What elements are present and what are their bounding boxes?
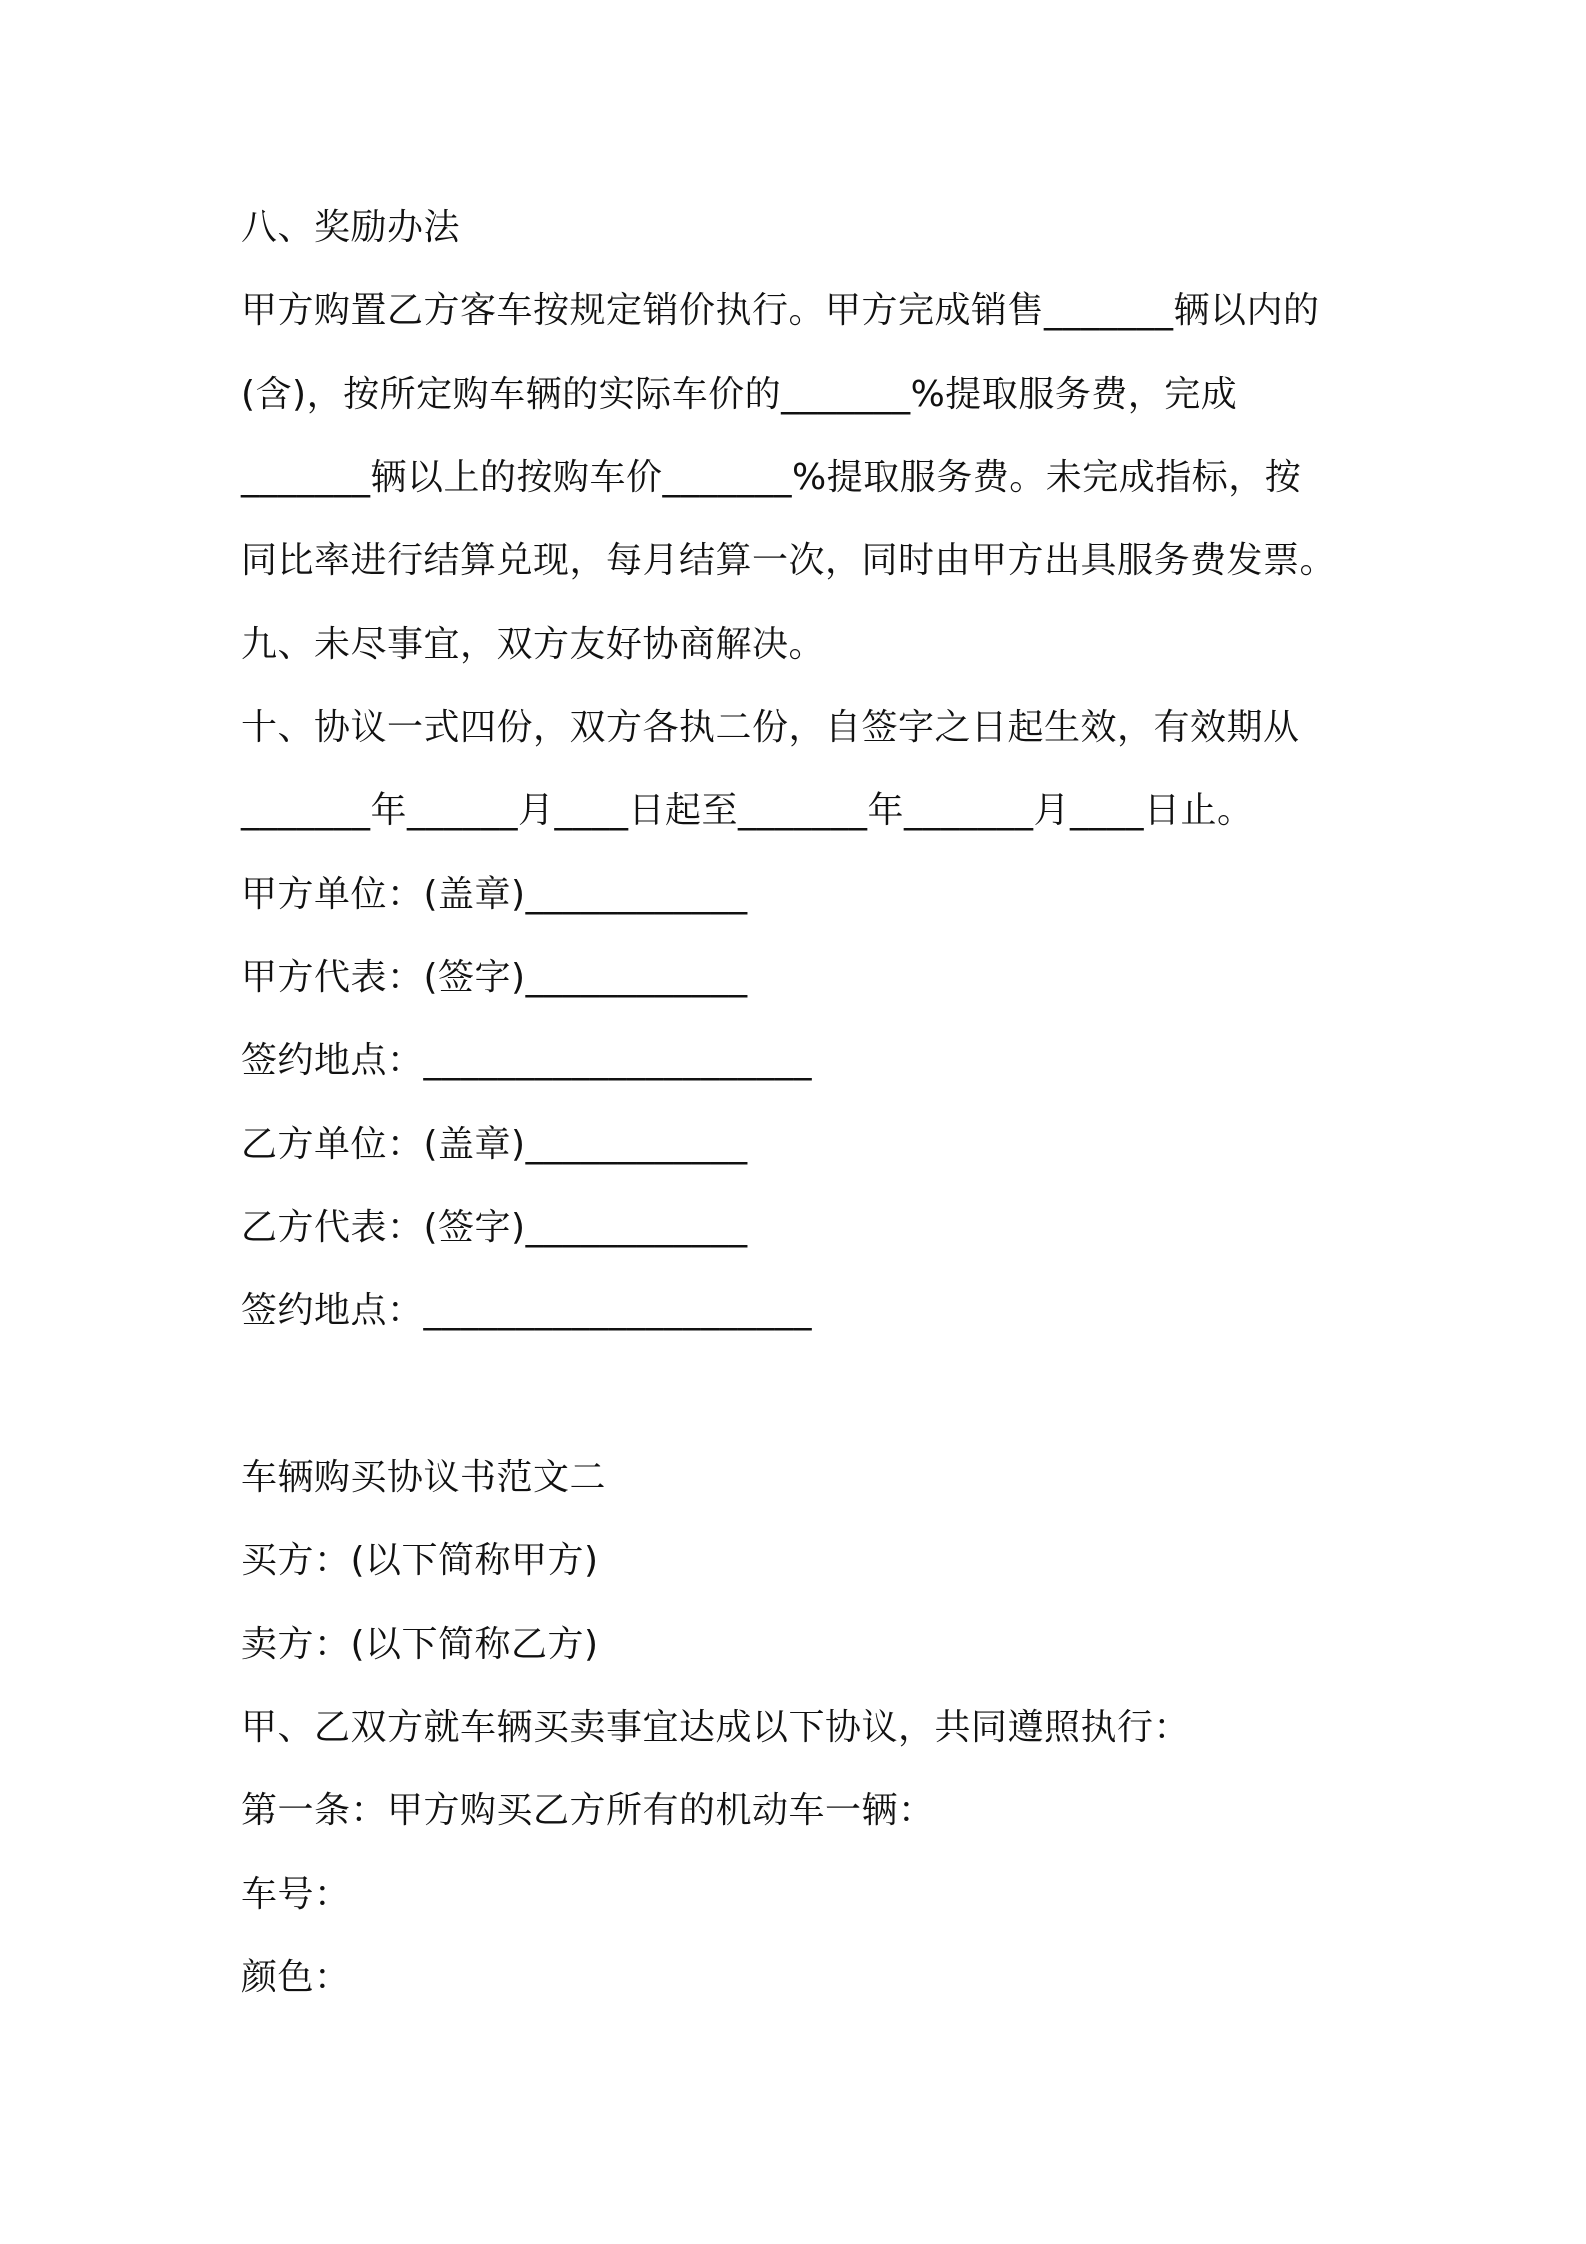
buyer-line: 买方：(以下简称甲方) [241, 1540, 599, 1581]
section-8-line-4: 同比率进行结算兑现，每月结算一次，同时由甲方出具服务费发票。 [241, 540, 1337, 581]
section-8-line-3: _______辆以上的按购车价_______%提取服务费。未完成指标，按 [241, 457, 1302, 498]
section-8-line-2: (含)，按所定购车辆的实际车价的_______%提取服务费，完成 [241, 374, 1238, 415]
section-10-line-1: 十、协议一式四份，双方各执二份，自签字之日起生效，有效期从 [241, 707, 1300, 748]
agreement-intro: 甲、乙双方就车辆买卖事宜达成以下协议，共同遵照执行： [241, 1707, 1191, 1748]
color-line: 颜色： [241, 1957, 351, 1998]
party-a-unit: 甲方单位：(盖章)____________ [241, 874, 748, 915]
plate-number-line: 车号： [241, 1874, 351, 1915]
seller-line: 卖方：(以下简称乙方) [241, 1624, 599, 1665]
party-b-representative: 乙方代表：(签字)____________ [241, 1207, 748, 1248]
template-2-title: 车辆购买协议书范文二 [241, 1457, 607, 1498]
party-a-representative: 甲方代表：(签字)____________ [241, 957, 748, 998]
section-9: 九、未尽事宜，双方友好协商解决。 [241, 624, 826, 665]
section-10-line-2: _______年______月____日起至_______年_______月____日止。 [241, 790, 1254, 831]
signing-place-b: 签约地点：_____________________ [241, 1290, 813, 1331]
signing-place-a: 签约地点：_____________________ [241, 1040, 813, 1081]
section-8-title: 八、奖励办法 [241, 207, 461, 248]
article-1: 第一条：甲方购买乙方所有的机动车一辆： [241, 1790, 935, 1831]
section-8-line-1: 甲方购置乙方客车按规定销价执行。甲方完成销售_______辆以内的 [241, 290, 1320, 331]
party-b-unit: 乙方单位：(盖章)____________ [241, 1124, 748, 1165]
